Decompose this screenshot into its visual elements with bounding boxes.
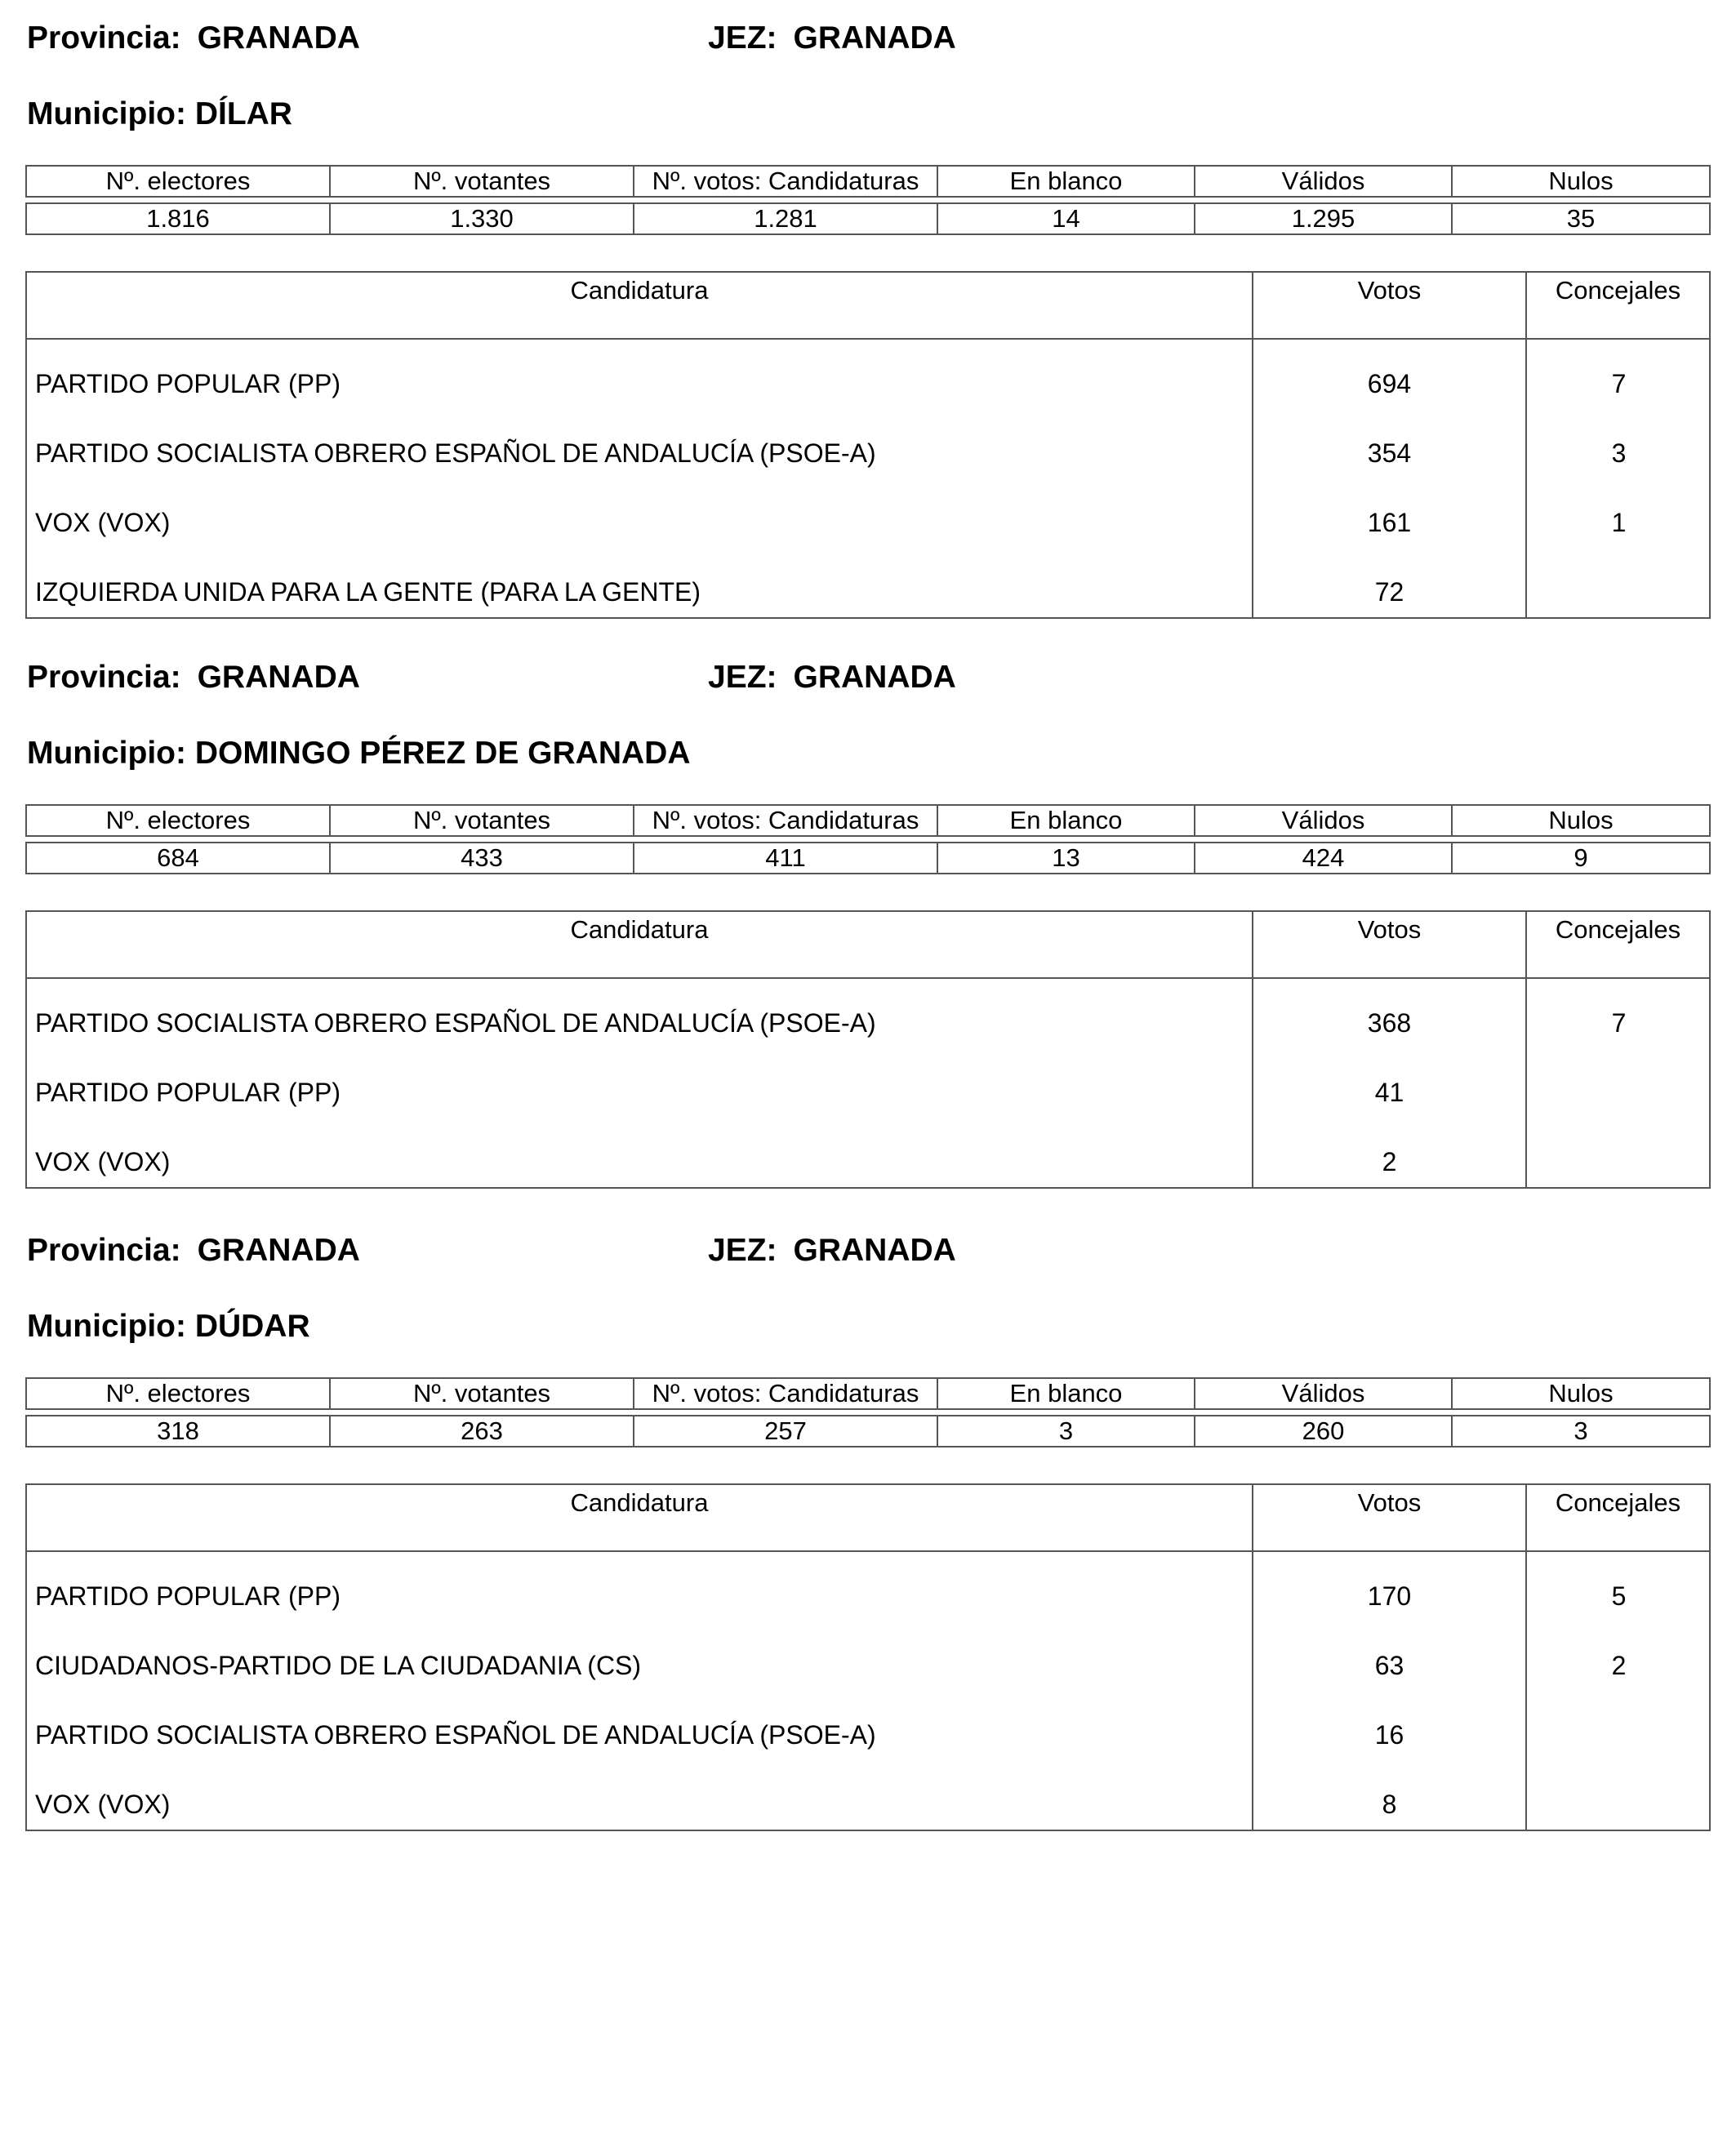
provincia-value: GRANADA bbox=[197, 1233, 360, 1268]
header-en-blanco: En blanco bbox=[937, 805, 1195, 836]
header-electores: Nº. electores bbox=[26, 166, 330, 197]
table-row bbox=[27, 1621, 1709, 1691]
header-validos: Válidos bbox=[1195, 805, 1452, 836]
value-nulos: 3 bbox=[1452, 1416, 1710, 1447]
candidatura-name: PARTIDO POPULAR (PP) bbox=[35, 1581, 341, 1611]
jez-label: JEZ: bbox=[708, 1233, 777, 1268]
value-votantes: 433 bbox=[330, 843, 634, 874]
header-votos-candidaturas: Nº. votos: Candidaturas bbox=[634, 166, 937, 197]
value-validos: 424 bbox=[1195, 843, 1452, 874]
header-concejales: Concejales bbox=[1525, 912, 1709, 977]
candidatura-name: IZQUIERDA UNIDA PARA LA GENTE (PARA LA GENTE) bbox=[35, 577, 701, 607]
candidatura-name: CIUDADANOS-PARTIDO DE LA CIUDADANIA (CS) bbox=[35, 1651, 642, 1680]
provincia-label: Provincia: bbox=[27, 660, 181, 695]
header-nulos: Nulos bbox=[1452, 805, 1710, 836]
table-row bbox=[27, 1760, 1709, 1830]
table-row bbox=[27, 340, 1709, 409]
candidatura-votos: 368 bbox=[1367, 1008, 1412, 1038]
header-candidatura: Candidatura bbox=[570, 915, 709, 944]
table-row bbox=[27, 548, 1709, 617]
municipio-label: Municipio: bbox=[27, 736, 186, 771]
value-votos-candidaturas: 1.281 bbox=[634, 203, 937, 234]
table-row bbox=[27, 1691, 1709, 1760]
results-header-row bbox=[27, 273, 1709, 340]
value-votantes: 1.330 bbox=[330, 203, 634, 234]
results-header-row bbox=[27, 1485, 1709, 1552]
table-row bbox=[27, 1552, 1709, 1621]
header-votantes: Nº. votantes bbox=[330, 1378, 634, 1409]
candidatura-concejales: 1 bbox=[1611, 508, 1627, 537]
summary-header-row bbox=[26, 166, 1710, 197]
candidatura-name: PARTIDO SOCIALISTA OBRERO ESPAÑOL DE ANDALUCÍA (PSOE-A) bbox=[35, 1720, 876, 1750]
results-table bbox=[25, 271, 1711, 619]
municipio-heading bbox=[27, 98, 292, 130]
value-validos: 260 bbox=[1195, 1416, 1452, 1447]
provincia-value: GRANADA bbox=[197, 660, 360, 695]
jez-value: GRANADA bbox=[793, 660, 956, 695]
candidatura-name: PARTIDO SOCIALISTA OBRERO ESPAÑOL DE ANDALUCÍA (PSOE-A) bbox=[35, 438, 876, 468]
provincia-value: GRANADA bbox=[197, 20, 360, 56]
results-table bbox=[25, 910, 1711, 1189]
value-electores: 684 bbox=[26, 843, 330, 874]
candidatura-votos: 41 bbox=[1374, 1078, 1404, 1107]
candidatura-concejales: 7 bbox=[1611, 369, 1627, 398]
municipio-label: Municipio: bbox=[27, 96, 186, 131]
provincia-label: Provincia: bbox=[27, 20, 181, 56]
candidatura-votos: 63 bbox=[1374, 1651, 1404, 1680]
jez-heading bbox=[708, 1234, 956, 1266]
header-concejales: Concejales bbox=[1525, 273, 1709, 338]
header-nulos: Nulos bbox=[1452, 1378, 1710, 1409]
summary-values-row bbox=[26, 1416, 1710, 1447]
candidatura-concejales: 5 bbox=[1611, 1581, 1627, 1611]
jez-value: GRANADA bbox=[793, 1233, 956, 1268]
summary-values-row bbox=[26, 203, 1710, 234]
results-header-row bbox=[27, 912, 1709, 979]
value-en-blanco: 13 bbox=[937, 843, 1195, 874]
candidatura-name: PARTIDO POPULAR (PP) bbox=[35, 369, 341, 398]
value-validos: 1.295 bbox=[1195, 203, 1452, 234]
candidatura-votos: 694 bbox=[1367, 369, 1412, 398]
value-nulos: 9 bbox=[1452, 843, 1710, 874]
value-nulos: 35 bbox=[1452, 203, 1710, 234]
summary-header-row bbox=[26, 1378, 1710, 1409]
candidatura-votos: 2 bbox=[1382, 1147, 1397, 1176]
summary-table bbox=[25, 804, 1711, 874]
table-row bbox=[27, 478, 1709, 548]
header-votos: Votos bbox=[1252, 1485, 1525, 1550]
header-candidatura: Candidatura bbox=[570, 276, 709, 305]
jez-heading bbox=[708, 22, 956, 54]
candidatura-concejales: 2 bbox=[1611, 1651, 1627, 1680]
municipio-value: DÚDAR bbox=[194, 1309, 310, 1344]
municipio-value: DOMINGO PÉREZ DE GRANADA bbox=[194, 736, 691, 771]
header-votos: Votos bbox=[1252, 912, 1525, 977]
table-row bbox=[27, 979, 1709, 1048]
header-votos: Votos bbox=[1252, 273, 1525, 338]
header-electores: Nº. electores bbox=[26, 1378, 330, 1409]
candidatura-concejales: 7 bbox=[1611, 1008, 1627, 1038]
value-en-blanco: 14 bbox=[937, 203, 1195, 234]
candidatura-votos: 354 bbox=[1367, 438, 1412, 468]
jez-label: JEZ: bbox=[708, 660, 777, 695]
jez-label: JEZ: bbox=[708, 20, 777, 56]
jez-value: GRANADA bbox=[793, 20, 956, 56]
provincia-heading bbox=[27, 661, 360, 693]
municipio-heading bbox=[27, 737, 691, 769]
results-table bbox=[25, 1483, 1711, 1831]
header-validos: Válidos bbox=[1195, 166, 1452, 197]
candidatura-votos: 8 bbox=[1382, 1790, 1397, 1819]
header-votantes: Nº. votantes bbox=[330, 166, 634, 197]
candidatura-votos: 72 bbox=[1374, 577, 1404, 607]
header-nulos: Nulos bbox=[1452, 166, 1710, 197]
candidatura-name: VOX (VOX) bbox=[35, 508, 171, 537]
header-votos-candidaturas: Nº. votos: Candidaturas bbox=[634, 805, 937, 836]
municipio-heading bbox=[27, 1310, 310, 1342]
value-electores: 1.816 bbox=[26, 203, 330, 234]
header-en-blanco: En blanco bbox=[937, 1378, 1195, 1409]
candidatura-concejales: 3 bbox=[1611, 438, 1627, 468]
table-row bbox=[27, 1048, 1709, 1118]
municipio-value: DÍLAR bbox=[194, 96, 292, 131]
provincia-heading bbox=[27, 1234, 360, 1266]
provincia-heading bbox=[27, 22, 360, 54]
header-votantes: Nº. votantes bbox=[330, 805, 634, 836]
provincia-label: Provincia: bbox=[27, 1233, 181, 1268]
header-validos: Válidos bbox=[1195, 1378, 1452, 1409]
header-votos-candidaturas: Nº. votos: Candidaturas bbox=[634, 1378, 937, 1409]
candidatura-name: VOX (VOX) bbox=[35, 1147, 171, 1176]
candidatura-name: VOX (VOX) bbox=[35, 1790, 171, 1819]
header-en-blanco: En blanco bbox=[937, 166, 1195, 197]
summary-table bbox=[25, 1377, 1711, 1447]
header-candidatura: Candidatura bbox=[570, 1488, 709, 1517]
value-electores: 318 bbox=[26, 1416, 330, 1447]
header-electores: Nº. electores bbox=[26, 805, 330, 836]
municipio-label: Municipio: bbox=[27, 1309, 186, 1344]
jez-heading bbox=[708, 661, 956, 693]
candidatura-name: PARTIDO POPULAR (PP) bbox=[35, 1078, 341, 1107]
summary-header-row bbox=[26, 805, 1710, 836]
table-row bbox=[27, 1118, 1709, 1187]
candidatura-votos: 170 bbox=[1367, 1581, 1412, 1611]
table-row bbox=[27, 409, 1709, 478]
value-en-blanco: 3 bbox=[937, 1416, 1195, 1447]
summary-values-row bbox=[26, 843, 1710, 874]
summary-table bbox=[25, 165, 1711, 235]
value-votos-candidaturas: 257 bbox=[634, 1416, 937, 1447]
candidatura-name: PARTIDO SOCIALISTA OBRERO ESPAÑOL DE ANDALUCÍA (PSOE-A) bbox=[35, 1008, 876, 1038]
value-votos-candidaturas: 411 bbox=[634, 843, 937, 874]
candidatura-votos: 16 bbox=[1374, 1720, 1404, 1750]
candidatura-votos: 161 bbox=[1367, 508, 1412, 537]
header-concejales: Concejales bbox=[1525, 1485, 1709, 1550]
value-votantes: 263 bbox=[330, 1416, 634, 1447]
